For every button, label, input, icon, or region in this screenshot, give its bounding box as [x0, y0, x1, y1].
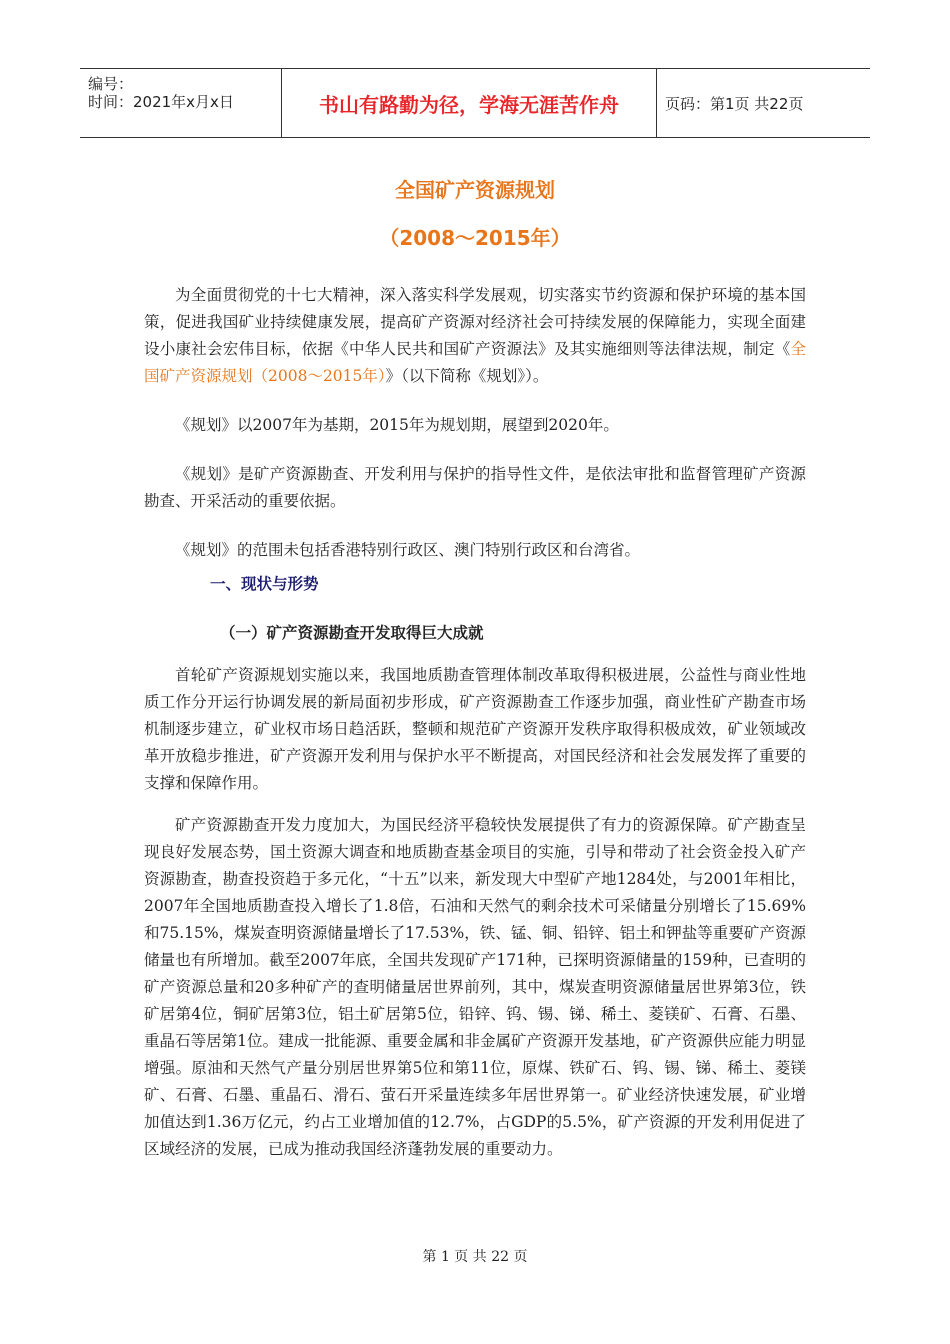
page-info: 页码：第1页 共22页 — [665, 94, 804, 113]
number-label: 编号： — [88, 75, 134, 93]
time-label: 时间：2021年x月x日 — [88, 93, 234, 111]
paragraph-b: 矿产资源勘查开发力度加大，为国民经济平稳较快发展提供了有力的资源保障。矿产勘查呈现良好发展态势，国土资源大调查和地质勘查基金项目的实施，引导和带动了社会资金投入矿产资源勘查，勘查投资趋于多元化，“十五”以来，新发现大中型矿产地1284处，与2001年相比，2007年全国地质勘查投入增长了1.8倍，石油和天然气的剩余技术可采储量分别增长了15.69%和75.15%，煤炭查明资源储量增长了17.53%，铁、锰、铜、铅锌、铝土和钾盐等重要矿产资源储量也有所增加。截至2007年底，全国共发现矿产171种，已探明资源储量的159种，已查明的矿产资源总量和20多种矿产的查明储量居世界前列，其中，煤炭查明资源储量居世界第3位，铁矿居第4位，铜矿居第3位，铝土矿居第5位，铅锌、钨、锡、锑、稀土、菱镁矿、石膏、石墨、重晶石等居第1位。建成一批能源、重要金属和非金属矿产资源开发基地，矿产资源供应能力明显增强。原油和天然气产量分别居世界第5位和第11位，原煤、铁矿石、钨、锡、锑、稀土、菱镁矿、石膏、石墨、重晶石、滑石、萤石开采量连续多年居世界第一。矿业经济快速发展，矿业增加值达到1.36万亿元，约占工业增加值的12.7%，占GDP的5.5%，矿产资源的开发利用促进了区域经济的发展，已成为推动我国经济蓬勃发展的重要动力。 — [144, 816, 806, 1158]
intro-section — [144, 282, 806, 564]
page-footer: 第 1 页 共 22 页 — [422, 1249, 528, 1265]
section-paragraph-a — [144, 662, 806, 797]
paragraph-4: 《规划》的范围未包括香港特别行政区、澳门特别行政区和台湾省。 — [175, 541, 641, 559]
document-title: 全国矿产资源规划 — [395, 178, 555, 202]
header-left-cell — [80, 69, 282, 137]
section-paragraph-b — [144, 812, 806, 1163]
motto: 书山有路勤为径，学海无涯苦作舟 — [282, 69, 657, 137]
paragraph-1 — [144, 282, 806, 390]
paragraph-a: 首轮矿产资源规划实施以来，我国地质勘查管理体制改革取得积极进展，公益性与商业性地质工作分开运行协调发展的新局面初步形成，矿产资源勘查工作逐步加强，商业性矿产勘查市场机制逐步建立，矿业权市场日趋活跃，整顿和规范矿产资源开发秩序取得积极成效，矿业领域改革开放稳步推进，矿产资源开发利用与保护水平不断提高，对国民经济和社会发展发挥了重要的支撑和保障作用。 — [144, 666, 806, 792]
paragraph-1-pre: 为全面贯彻党的十七大精神，深入落实科学发展观，切实落实节约资源和保护环境的基本国策，促进我国矿业持续健康发展，提高矿产资源对经济社会可持续发展的保障能力，实现全面建设小康社会宏伟目标，依据《中华人民共和国矿产资源法》及其实施细则等法律法规，制定《 — [144, 286, 806, 358]
section-heading: 一、现状与形势 — [210, 575, 319, 593]
header-table — [80, 68, 870, 138]
plan-link[interactable]: 全国矿产资源规划（2008～2015年） — [144, 340, 806, 385]
subsection-heading: （一）矿产资源勘查开发取得巨大成就 — [220, 624, 484, 642]
paragraph-3: 《规划》是矿产资源勘查、开发利用与保护的指导性文件，是依法审批和监督管理矿产资源勘查、开采活动的重要依据。 — [144, 465, 806, 510]
paragraph-1-post: 》（以下简称《规划》）。 — [385, 367, 549, 385]
document-subtitle: （2008～2015年） — [379, 226, 571, 250]
paragraph-2: 《规划》以2007年为基期，2015年为规划期，展望到2020年。 — [175, 416, 619, 434]
